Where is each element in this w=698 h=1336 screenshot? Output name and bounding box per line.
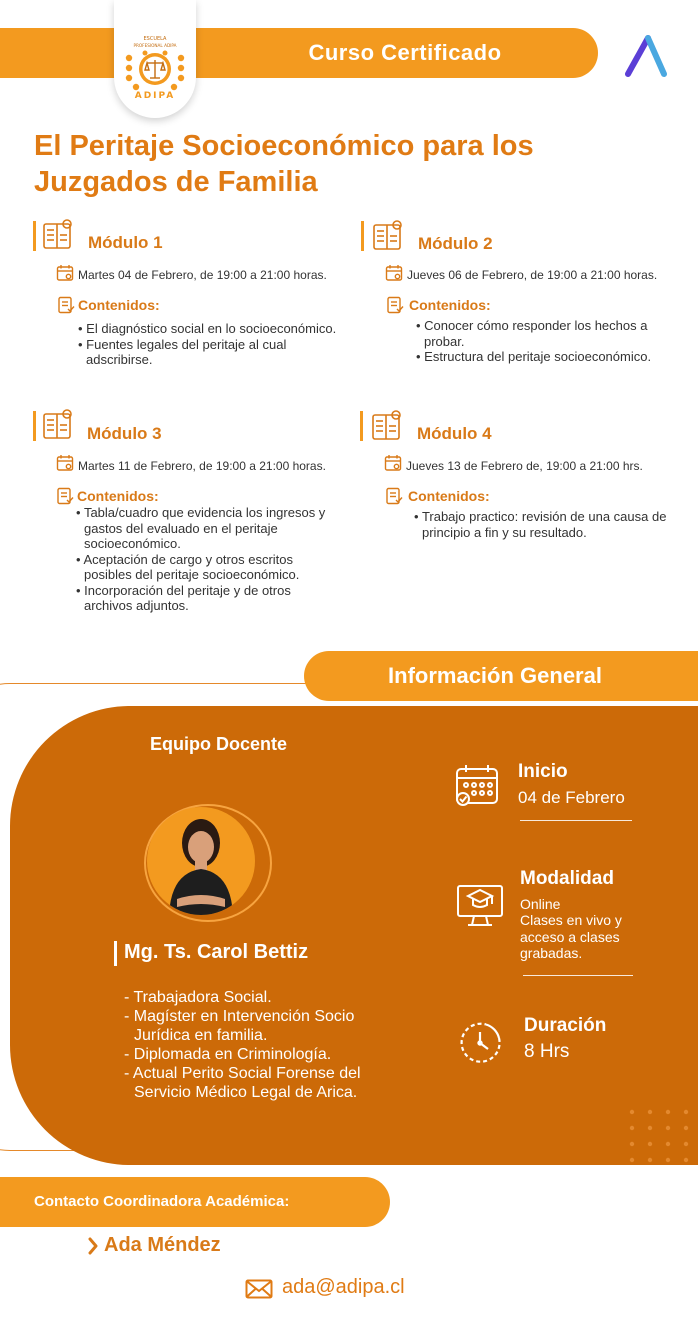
logo-text-top: ESCUELA <box>143 36 167 42</box>
list-item: - Actual Perito Social Forense del Servicio Médico Legal de Arica. <box>124 1064 384 1102</box>
module-1-accent <box>33 221 36 251</box>
list-item: - Trabajadora Social. <box>124 988 384 1007</box>
module-4-title: Módulo 4 <box>417 424 492 443</box>
module-4-accent <box>360 411 363 441</box>
module-2-contents <box>416 318 676 365</box>
module-3-accent <box>33 411 36 441</box>
calendar-icon <box>56 264 74 287</box>
divider <box>520 820 632 821</box>
clock-icon <box>458 1020 506 1071</box>
list-item: • Trabajo practico: revisión de una causa de principio a fin y su resultado. <box>414 509 674 540</box>
adipa-a-icon <box>624 34 668 83</box>
document-icon <box>42 408 76 447</box>
document-icon <box>42 218 76 257</box>
avatar <box>147 807 255 915</box>
decorative-dots <box>628 1108 698 1169</box>
module-1-date: Martes 04 de Febrero, de 19:00 a 21:00 horas. <box>78 268 327 282</box>
calendar-icon <box>454 762 500 813</box>
duration-value: 8 Hrs <box>524 1041 570 1062</box>
document-icon <box>371 409 405 448</box>
divider <box>523 975 633 976</box>
module-3-contents-label: Contenidos: <box>77 488 159 504</box>
list-item: - Magíster en Intervención Socio Jurídica en familia. <box>124 1007 384 1045</box>
team-label: Equipo Docente <box>150 734 288 754</box>
teacher-name: Mg. Ts. Carol Bettiz <box>124 941 309 963</box>
module-1-title: Módulo 1 <box>88 233 163 252</box>
list-item: • Estructura del peritaje socioeconómico. <box>416 349 676 365</box>
calendar-icon <box>384 454 402 477</box>
mail-icon <box>245 1279 273 1304</box>
chevron-right-icon <box>87 1237 99 1260</box>
email-link[interactable]: ada@adipa.cl <box>282 1276 405 1298</box>
module-1-contents-label: Contenidos: <box>78 297 160 313</box>
module-2-date: Jueves 06 de Febrero, de 19:00 a 21:00 horas. <box>407 268 658 282</box>
module-1-contents <box>78 321 348 368</box>
list-item: • Incorporación del peritaje y de otros archivos adjuntos. <box>76 583 342 614</box>
coordinator-name: Ada Méndez <box>104 1234 221 1256</box>
mode-label: Modalidad <box>520 868 614 889</box>
document-icon <box>372 219 406 258</box>
checklist-icon <box>386 296 404 319</box>
module-2-title: Módulo 2 <box>418 234 493 253</box>
checklist-icon <box>57 296 75 319</box>
checklist-icon <box>56 487 74 510</box>
list-item: - Diplomada en Criminología. <box>124 1045 384 1064</box>
module-4-contents-label: Contenidos: <box>408 488 490 504</box>
start-value: 04 de Febrero <box>518 788 625 807</box>
name-accent <box>114 941 117 966</box>
info-title: Información General <box>388 663 602 688</box>
calendar-icon <box>56 454 74 477</box>
list-item: • Conocer cómo responder los hechos a probar. <box>416 318 676 349</box>
module-3-title: Módulo 3 <box>87 424 162 443</box>
start-label: Inicio <box>518 761 568 782</box>
list-item: • Aceptación de cargo y otros escritos posibles del peritaje socioeconómico. <box>76 552 342 583</box>
mode-value-1: Online <box>520 896 561 912</box>
module-3-contents <box>76 505 342 614</box>
list-item: • Fuentes legales del peritaje al cual adscribirse. <box>78 337 348 368</box>
logo-text: ADIPA <box>134 91 176 101</box>
school-logo <box>114 0 196 118</box>
mode-value-2: Clases en vivo y acceso a clases grabadas. <box>520 912 622 961</box>
course-badge: Curso Certificado <box>308 40 502 65</box>
module-2-contents-label: Contenidos: <box>409 297 491 313</box>
module-3-date: Martes 11 de Febrero, de 19:00 a 21:00 horas. <box>78 459 326 473</box>
contact-title: Contacto Coordinadora Académica: <box>34 1193 290 1210</box>
logo-text-mid: PROFESIONAL ADIPA <box>133 43 177 48</box>
teacher-bio <box>124 988 384 1102</box>
list-item: • Tabla/cuadro que evidencia los ingresos y gastos del evaluado en el peritaje socioeconómico. <box>76 505 342 552</box>
checklist-icon <box>385 487 403 510</box>
course-title: El Peritaje Socioeconómico para los Juzgados de Familia <box>34 130 534 198</box>
calendar-icon <box>385 264 403 287</box>
duration-label: Duración <box>524 1015 607 1036</box>
module-4-contents <box>414 509 674 540</box>
list-item: • El diagnóstico social en lo socioeconómico. <box>78 321 348 337</box>
module-4-date: Jueves 13 de Febrero de, 19:00 a 21:00 hrs. <box>406 459 643 473</box>
online-class-icon <box>456 878 504 933</box>
module-2-accent <box>361 221 364 251</box>
